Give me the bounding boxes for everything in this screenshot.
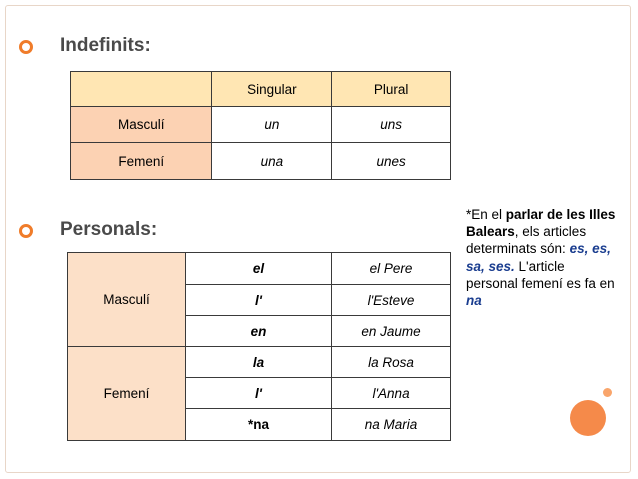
note-text: L'article personal femení es fa en [466, 258, 615, 291]
note-bold: parlar de les Illes Balears [466, 207, 616, 240]
cell-article: el [185, 253, 331, 285]
indefinits-heading: Indefinits: [60, 35, 151, 56]
cell-example: l'Esteve [332, 285, 451, 316]
group-label-masculi: Masculí [68, 253, 186, 347]
cell-article: *na [185, 409, 331, 441]
personals-table [67, 252, 451, 441]
cell-article: en [185, 316, 331, 347]
note-text: , els articles determinats són: [466, 224, 587, 257]
cell-article: l' [185, 285, 331, 316]
note-highlight: na [466, 293, 482, 309]
header-plural: Plural [332, 72, 451, 107]
decor-dot [603, 388, 612, 397]
bullet-ring-icon [19, 40, 33, 54]
personals-heading: Personals: [60, 219, 158, 240]
header-empty-cell [71, 72, 212, 107]
dialect-note [466, 206, 616, 309]
note-highlight: es, es, sa, ses. [466, 241, 611, 274]
cell-article: la [185, 347, 331, 378]
group-label-femeni: Femení [68, 347, 186, 441]
table-row [68, 253, 451, 285]
table-row [68, 347, 451, 378]
note-text: *En el [466, 207, 506, 222]
cell-plural: unes [332, 143, 451, 180]
cell-article: l' [185, 378, 331, 409]
row-label: Femení [71, 143, 212, 180]
bullet-ring-icon [19, 224, 33, 238]
indefinits-table [70, 71, 451, 180]
decor-circle [570, 400, 606, 436]
cell-plural: uns [332, 107, 451, 143]
header-singular: Singular [212, 72, 332, 107]
row-label: Masculí [71, 107, 212, 143]
cell-example: la Rosa [332, 347, 451, 378]
cell-example: en Jaume [332, 316, 451, 347]
cell-example: el Pere [332, 253, 451, 285]
cell-example: na Maria [332, 409, 451, 441]
cell-singular: una [212, 143, 332, 180]
table-row [71, 107, 451, 143]
cell-example: l'Anna [332, 378, 451, 409]
cell-singular: un [212, 107, 332, 143]
table-row [71, 143, 451, 180]
